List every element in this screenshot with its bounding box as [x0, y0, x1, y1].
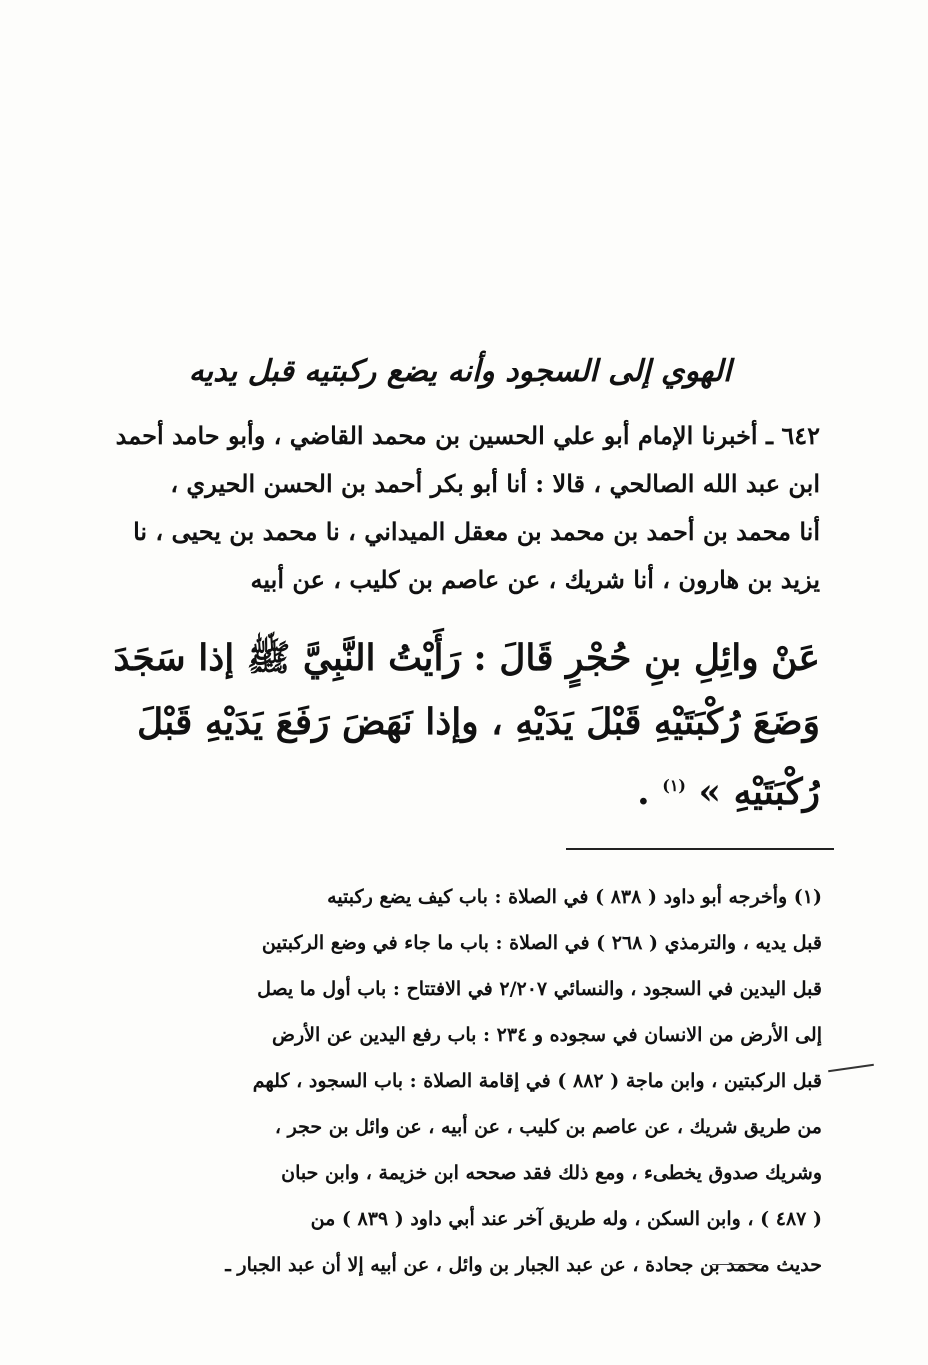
margin-mark [828, 1064, 874, 1072]
matn-end-mark: . [637, 771, 650, 813]
footnote-line: من طريق شريك ، عن عاصم بن كليب ، عن أبيه ، عن وائل بن حجر ، [274, 1116, 822, 1138]
footnote-line: قبل الركبتين ، وابن ماجة ( ٨٨٢ ) في إقامة الصلاة : باب السجود ، كلهم [252, 1070, 822, 1092]
footnote-line: (١) وأخرجه أبو داود ( ٨٣٨ ) في الصلاة : باب كيف يضع ركبتيه [327, 886, 822, 908]
matn-line: وَضَعَ رُكْبَتَيْهِ قَبْلَ يَدَيْهِ ، وإذا نَهَضَ رَفَعَ يَدَيْهِ قَبْلَ [137, 701, 820, 743]
footnote-line: قبل يديه ، والترمذي ( ٢٦٨ ) في الصلاة : باب ما جاء في وضع الركبتين [261, 932, 822, 954]
hadith-matn [112, 626, 820, 818]
hadith-isnad [112, 412, 820, 604]
footnote-line: إلى الأرض من الانسان في سجوده و ٢٣٤ : باب رفع اليدين عن الأرض [272, 1024, 822, 1046]
isnad-line: أنا محمد بن أحمد بن محمد بن معقل الميداني ، نا محمد بن يحيى ، نا [133, 517, 820, 546]
footnote-divider [566, 848, 834, 850]
isnad-line: ابن عبد الله الصالحي ، قالا : أنا أبو بكر أحمد بن الحسن الحيري ، [170, 469, 820, 498]
page-bottom-mark [712, 1264, 762, 1265]
footnote [112, 874, 822, 1288]
isnad-line: يزيد بن هارون ، أنا شريك ، عن عاصم بن كليب ، عن أبيه [250, 565, 820, 594]
matn-line: عَنْ وائِلِ بنِ حُجْرٍ قَالَ : رَأَيْتُ النَّبِيَّ ﷺ إذا سَجَدَ [113, 637, 820, 679]
matn-last-line [112, 754, 820, 818]
matn-line: رُكْبَتَيْهِ » [698, 771, 820, 813]
footnote-line: وشريك صدوق يخطىء ، ومع ذلك فقد صححه ابن خزيمة ، وابن حبان [281, 1162, 822, 1184]
footnote-line: قبل اليدين في السجود ، والنسائي ٢/٢٠٧ في الافتتاح : باب أول ما يصل [257, 978, 822, 1000]
footnote-line: ( ٤٨٧ ) ، وابن السكن ، وله طريق آخر عند أبي داود ( ٨٣٩ ) من [310, 1208, 822, 1230]
footnote-line: حديث محمد بن جحادة ، عن عبد الجبار بن وائل ، عن أبيه إلا أن عبد الجبار ـ [225, 1254, 822, 1276]
isnad-line: ٦٤٢ ـ أخبرنا الإمام أبو علي الحسين بن محمد القاضي ، وأبو حامد أحمد [115, 421, 820, 450]
chapter-heading: الهوي إلى السجود وأنه يضع ركبتيه قبل يديه [188, 354, 732, 389]
footnote-marker: (١) [662, 776, 686, 795]
